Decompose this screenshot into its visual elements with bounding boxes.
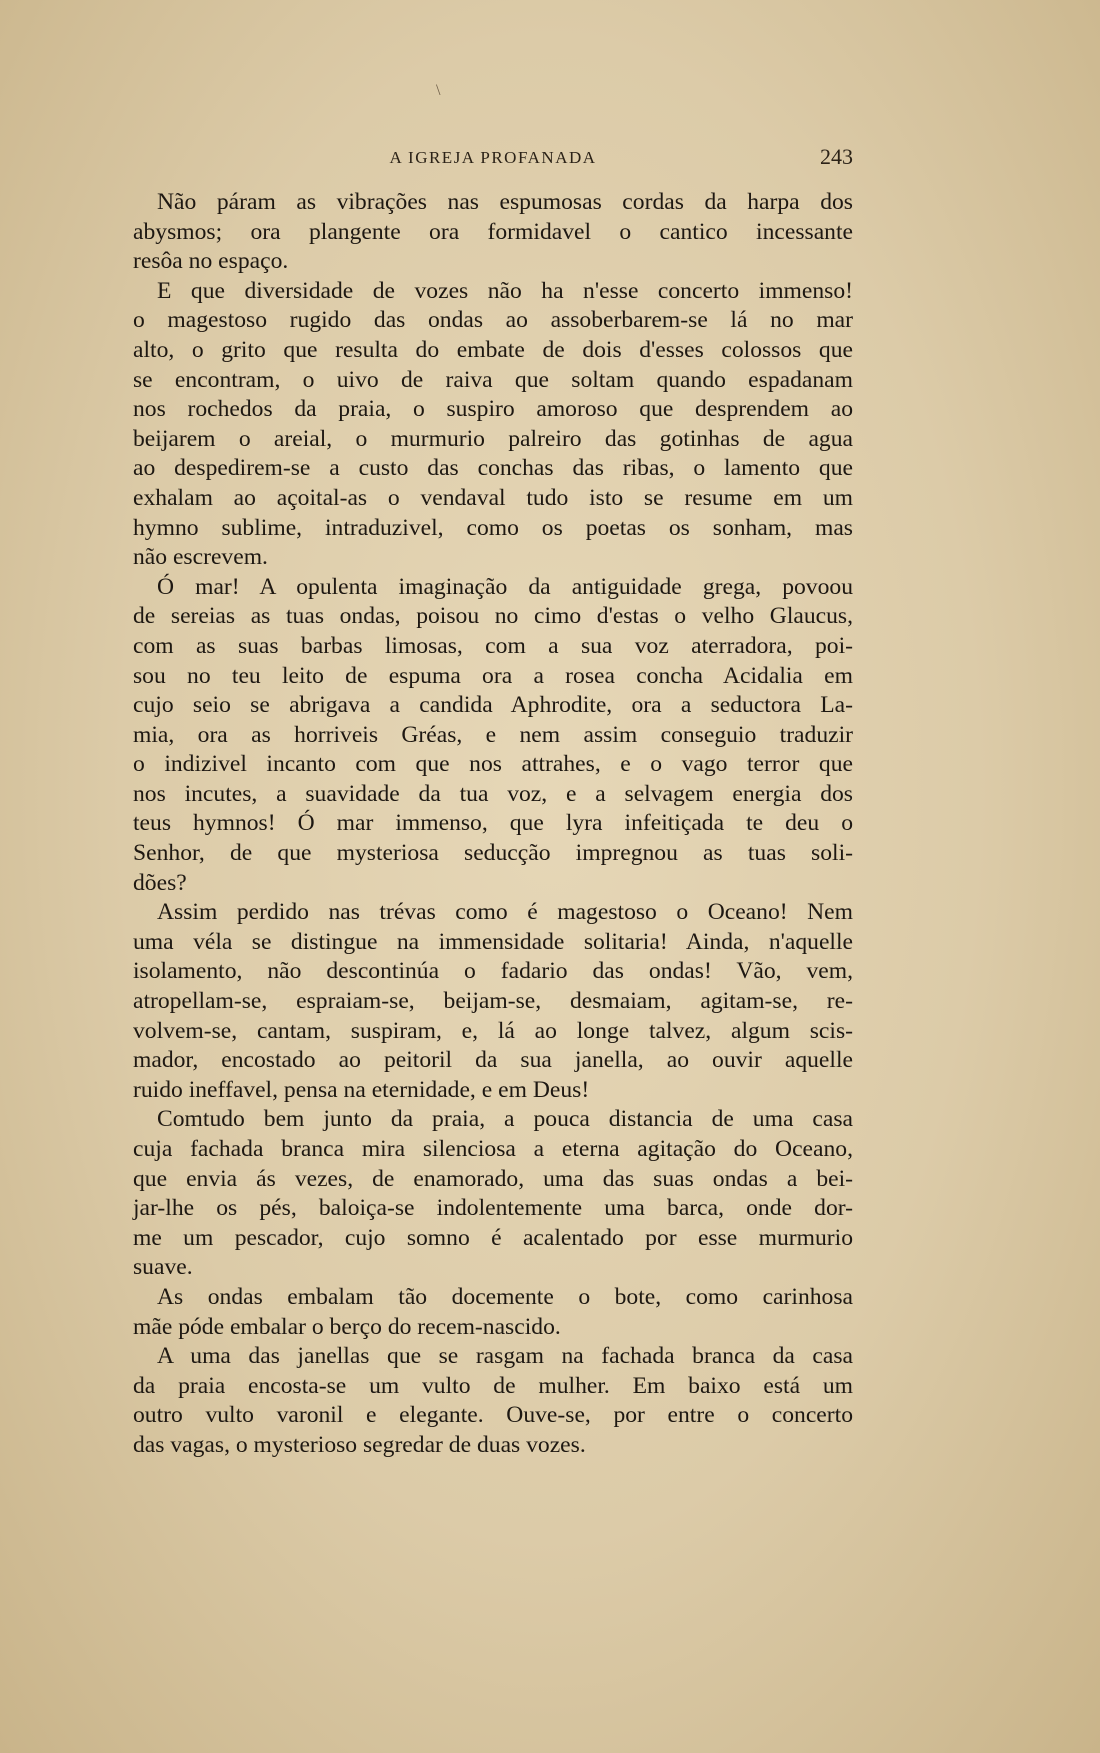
text-line: de sereias as tuas ondas, poisou no cimo d'estas o velho Glaucus, xyxy=(133,603,853,630)
text-line: teus hymnos! Ó mar immenso, que lyra infeitiçada te deu o xyxy=(133,810,853,837)
text-line: beijarem o areial, o murmurio palreiro das gotinhas de agua xyxy=(133,425,853,452)
text-line: não escrevem. xyxy=(133,544,268,571)
text-line: que envia ás vezes, de enamorado, uma das suas ondas a bei- xyxy=(133,1165,853,1192)
text-line: nos rochedos da praia, o suspiro amoroso que desprendem ao xyxy=(133,396,853,423)
text-line: das vagas, o mysterioso segredar de duas vozes. xyxy=(133,1431,586,1458)
text-line: jar-lhe os pés, baloiça-se indolentemente uma barca, onde dor- xyxy=(133,1195,853,1222)
running-title: A IGREJA PROFANADA xyxy=(389,148,597,167)
text-line: suave. xyxy=(133,1254,193,1281)
page-number: 243 xyxy=(820,144,853,169)
text-line: Senhor, de que mysteriosa seducção impregnou as tuas soli- xyxy=(133,840,853,867)
text-line: da praia encosta-se um vulto de mulher. Em baixo está um xyxy=(133,1372,853,1399)
text-line: mia, ora as horriveis Gréas, e nem assim conseguio traduzir xyxy=(133,721,853,748)
text-line: dões? xyxy=(133,869,187,896)
text-line: cujo seio se abrigava a candida Aphrodite, ora a seductora La- xyxy=(133,692,853,719)
text-line: Assim perdido nas trévas como é magestoso o Oceano! Nem xyxy=(157,899,853,926)
text-line: o indizivel incanto com que nos attrahes, e o vago terror que xyxy=(133,751,853,778)
text-line: outro vulto varonil e elegante. Ouve-se, por entre o concerto xyxy=(133,1402,853,1429)
text-line: uma véla se distingue na immensidade solitaria! Ainda, n'aquelle xyxy=(133,928,853,955)
text-line: isolamento, não descontinúa o fadario das ondas! Vão, vem, xyxy=(133,958,853,985)
text-line: atropellam-se, espraiam-se, beijam-se, desmaiam, agitam-se, re- xyxy=(133,988,853,1015)
text-line: Não páram as vibrações nas espumosas cordas da harpa dos xyxy=(157,189,853,215)
text-line: ao despedirem-se a custo das conchas das ribas, o lamento que xyxy=(133,455,853,482)
text-line: mãe póde embalar o berço do recem-nascido. xyxy=(133,1313,561,1340)
text-line: A uma das janellas que se rasgam na fachada branca da casa xyxy=(157,1343,853,1370)
body-text xyxy=(133,188,853,1461)
text-line: mador, encostado ao peitoril da sua janella, ao ouvir aquelle xyxy=(133,1047,853,1074)
text-line: nos incutes, a suavidade da tua voz, e a selvagem energia dos xyxy=(133,780,853,807)
text-line: volvem-se, cantam, suspiram, e, lá ao longe talvez, algum scis- xyxy=(133,1017,853,1044)
text-line: E que diversidade de vozes não ha n'esse concerto immenso! xyxy=(157,277,853,304)
text-line: As ondas embalam tão docemente o bote, como carinhosa xyxy=(157,1283,853,1310)
text-line: alto, o grito que resulta do embate de dois d'esses colossos que xyxy=(133,336,853,363)
running-head xyxy=(133,144,853,174)
stray-mark: \ xyxy=(436,82,441,99)
text-line: abysmos; ora plangente ora formidavel o cantico incessante xyxy=(133,218,853,245)
text-line: com as suas barbas limosas, com a sua voz aterradora, poi- xyxy=(133,632,853,659)
text-line: se encontram, o uivo de raiva que soltam quando espadanam xyxy=(133,366,853,393)
text-line: Comtudo bem junto da praia, a pouca distancia de uma casa xyxy=(157,1106,853,1133)
text-line: cuja fachada branca mira silenciosa a eterna agitação do Oceano, xyxy=(133,1136,853,1162)
text-line: hymno sublime, intraduzivel, como os poetas os sonham, mas xyxy=(133,514,853,541)
text-line: ruido ineffavel, pensa na eternidade, e em Deus! xyxy=(133,1076,590,1103)
text-line: Ó mar! A opulenta imaginação da antiguidade grega, povoou xyxy=(157,573,853,600)
text-line: o magestoso rugido das ondas ao assoberbarem-se lá no mar xyxy=(133,307,853,334)
text-line: exhalam ao açoital-as o vendaval tudo isto se resume em um xyxy=(133,484,853,511)
text-line: resôa no espaço. xyxy=(133,248,289,275)
text-line: me um pescador, cujo somno é acalentado por esse murmurio xyxy=(133,1224,853,1251)
text-line: sou no teu leito de espuma ora a rosea concha Acidalia em xyxy=(133,662,853,689)
